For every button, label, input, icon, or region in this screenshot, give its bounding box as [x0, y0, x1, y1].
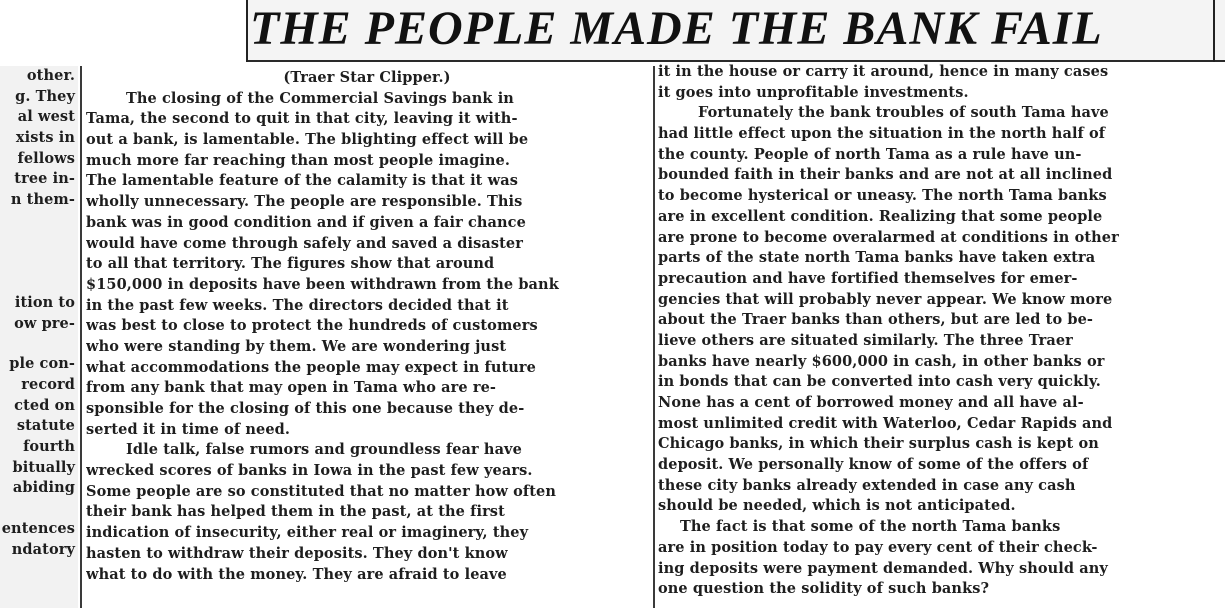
- headline-rule-right: [1213, 0, 1215, 62]
- text-line: bounded faith in their banks and are not at all inclined: [658, 166, 1113, 184]
- text-line: sponsible for the closing of this one because they de-: [86, 400, 525, 417]
- text-line: are in position today to pay every cent of their check-: [658, 538, 1098, 556]
- text-line: should be needed, which is not anticipated.: [658, 497, 1016, 515]
- text-line: it goes into unprofitable investments.: [658, 83, 969, 101]
- text-line: entences: [1, 520, 75, 537]
- text-line: The closing of the Commercial Savings bank in: [126, 89, 514, 107]
- text-line: parts of the state north Tama banks have taken extra: [658, 249, 1096, 267]
- article-column-1: [86, 68, 648, 608]
- text-line: xists in: [15, 129, 75, 147]
- text-line: Chicago banks, in which their surplus cash is kept on: [658, 435, 1099, 453]
- column-rule-right: [653, 66, 655, 608]
- text-line: in the past few weeks. The directors decided that it: [86, 296, 509, 314]
- text-line: al west: [17, 108, 75, 126]
- text-line: fellows: [17, 149, 75, 167]
- text-line: ple con-: [9, 355, 75, 373]
- text-line: hasten to withdraw their deposits. They don't know: [86, 544, 508, 562]
- text-line: bank was in good condition and if given a fair chance: [86, 213, 526, 231]
- fragment-gap: [0, 211, 78, 293]
- left-fragment-column: [0, 66, 78, 608]
- text-line: ition to: [14, 293, 75, 311]
- fragment-gap: [0, 499, 78, 519]
- text-line: ow pre-: [14, 314, 75, 332]
- article-source: (Traer Star Clipper.): [283, 69, 451, 86]
- text-line: lieve others are situated similarly. The three Traer: [658, 331, 1073, 349]
- text-line: record: [21, 375, 75, 393]
- text-line: abiding: [12, 479, 75, 497]
- text-line: n them-: [10, 191, 75, 209]
- text-line: from any bank that may open in Tama who are re-: [86, 379, 497, 397]
- text-line: bitually: [12, 458, 75, 476]
- article-column-2: [658, 62, 1218, 608]
- text-line: g. They: [15, 87, 75, 105]
- text-line: to all that territory. The figures show that around: [86, 255, 495, 273]
- text-line: $150,000 in deposits have been withdrawn from the bank: [86, 275, 559, 293]
- text-line: about the Traer banks than others, but are led to be-: [658, 311, 1094, 329]
- text-line: indication of insecurity, either real or imaginery, they: [86, 524, 529, 542]
- fragment-gap: [0, 334, 78, 354]
- text-line: much more far reaching than most people imagine.: [86, 151, 511, 169]
- text-line: was best to close to protect the hundreds of customers: [86, 317, 538, 335]
- text-line: deposit. We personally know of some of the offers of: [658, 456, 1089, 474]
- text-line: had little effect upon the situation in the north half of: [658, 125, 1106, 143]
- text-line: cted on: [14, 396, 75, 414]
- text-line: the county. People of north Tama as a rule have un-: [658, 145, 1082, 163]
- text-line: out a bank, is lamentable. The blighting effect will be: [86, 131, 529, 149]
- text-line: precaution and have fortified themselves for emer-: [658, 269, 1078, 287]
- text-line: wholly unnecessary. The people are responsible. This: [86, 193, 523, 211]
- text-line: Fortunately the bank troubles of south Tama have: [698, 104, 1109, 122]
- text-line: what accommodations the people may expect in future: [86, 358, 536, 376]
- text-line: other.: [26, 67, 75, 84]
- text-line: ing deposits were payment demanded. Why should any: [658, 559, 1108, 577]
- headline-rule-left: [246, 0, 248, 62]
- text-line: fourth: [23, 437, 75, 455]
- text-line: one question the solidity of such banks?: [658, 580, 990, 598]
- text-line: The lamentable feature of the calamity is that it was: [86, 172, 518, 190]
- text-line: None has a cent of borrowed money and all have al-: [658, 394, 1084, 411]
- text-line: serted it in time of need.: [86, 420, 291, 438]
- text-line: it in the house or carry it around, hence in many cases: [658, 63, 1109, 80]
- text-line: banks have nearly $600,000 in cash, in other banks or: [658, 352, 1105, 370]
- text-line: would have come through safely and saved a disaster: [86, 234, 523, 252]
- text-line: Tama, the second to quit in that city, leaving it with-: [86, 110, 518, 128]
- text-line: what to do with the money. They are afraid to leave: [86, 565, 507, 583]
- text-line: their bank has helped them in the past, at the first: [86, 503, 505, 521]
- text-line: these city banks already extended in case any cash: [658, 476, 1076, 494]
- text-line: The fact is that some of the north Tama banks: [680, 518, 1061, 536]
- text-line: most unlimited credit with Waterloo, Cedar Rapids and: [658, 414, 1113, 432]
- text-line: to become hysterical or uneasy. The north Tama banks: [658, 187, 1107, 205]
- column-rule-left: [80, 66, 82, 608]
- text-line: are prone to become overalarmed at conditions in other: [658, 228, 1119, 246]
- text-line: wrecked scores of banks in Iowa in the past few years.: [86, 462, 533, 480]
- text-line: in bonds that can be converted into cash very quickly.: [658, 373, 1101, 391]
- text-line: who were standing by them. We are wondering just: [86, 337, 507, 355]
- text-line: are in excellent condition. Realizing that some people: [658, 207, 1103, 225]
- text-line: ndatory: [11, 540, 75, 558]
- headline: THE PEOPLE MADE THE BANK FAIL: [250, 2, 1103, 55]
- text-line: statute: [16, 417, 75, 435]
- text-line: tree in-: [14, 170, 75, 188]
- text-line: gencies that will probably never appear. We know more: [658, 290, 1113, 308]
- text-line: Some people are so constituted that no matter how often: [86, 482, 556, 500]
- text-line: Idle talk, false rumors and groundless fear have: [126, 441, 522, 459]
